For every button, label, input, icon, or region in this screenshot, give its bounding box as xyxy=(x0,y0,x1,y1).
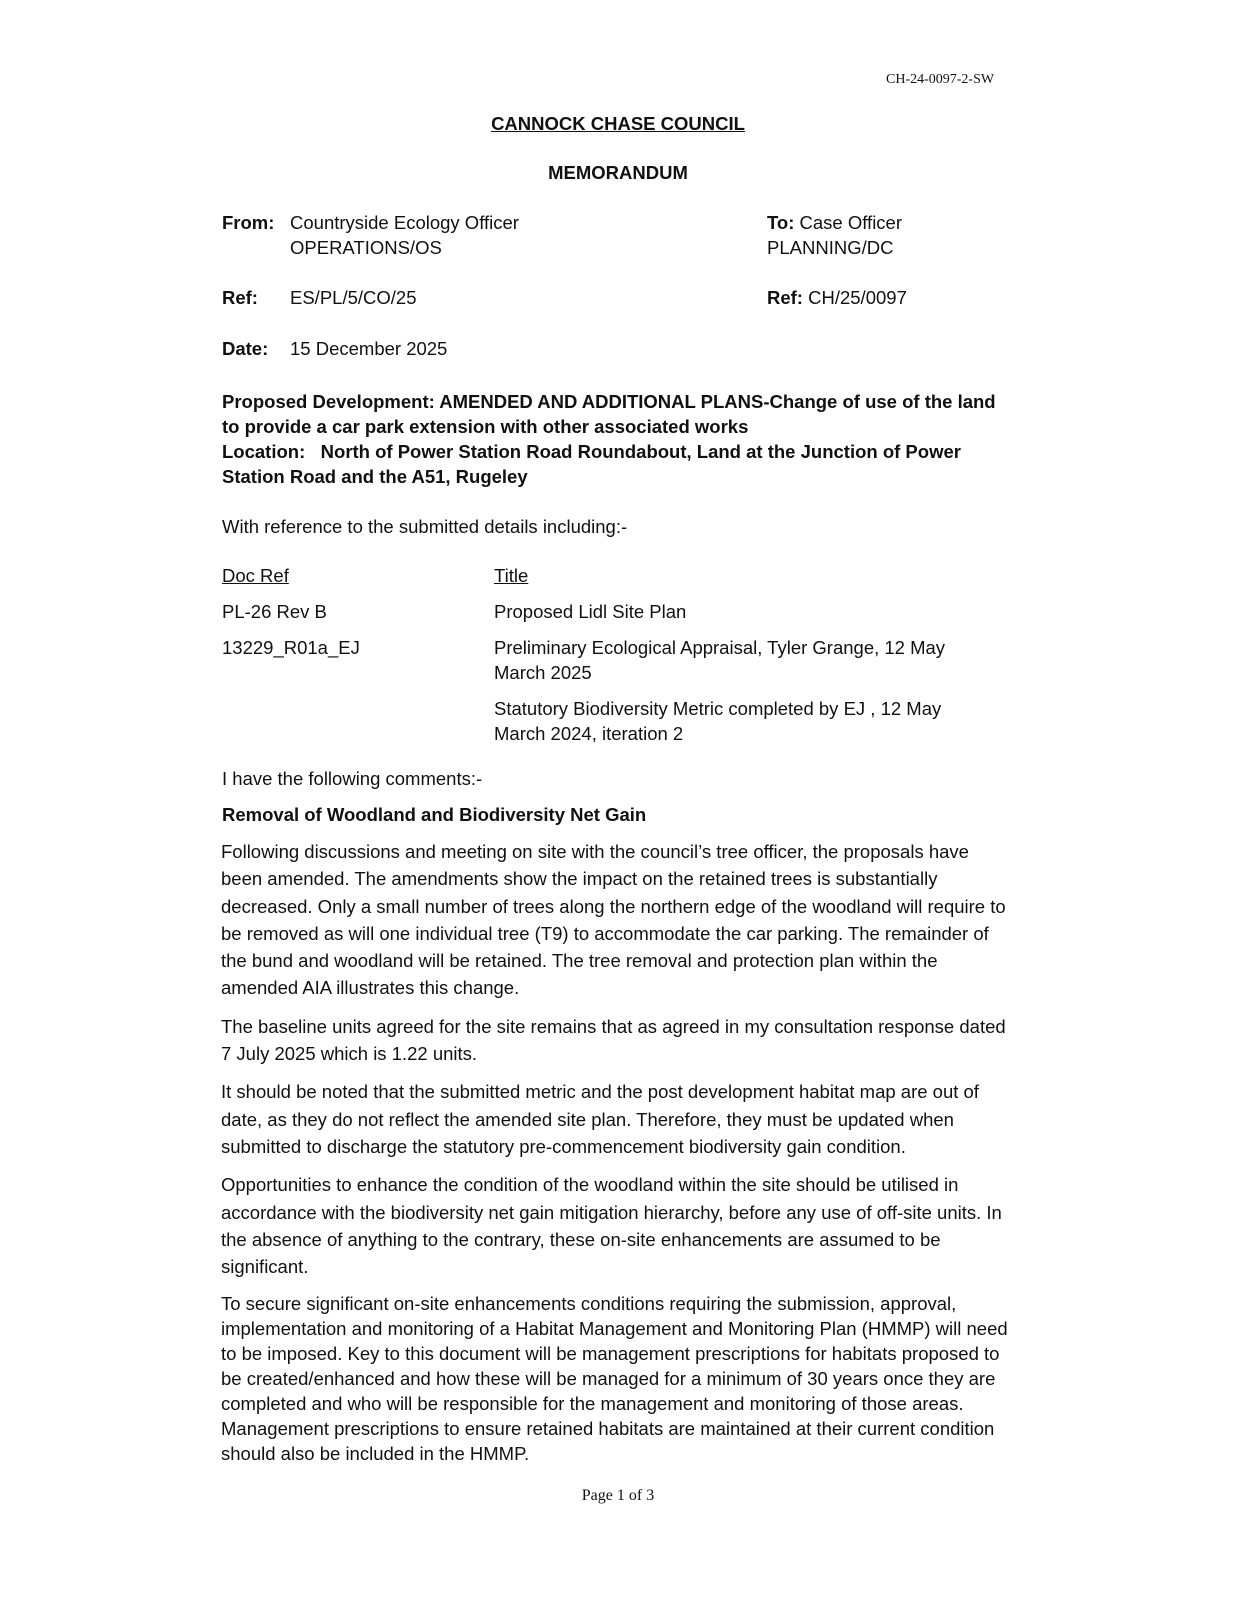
date-label: Date: xyxy=(222,338,269,359)
paragraph: The baseline units agreed for the site remains that as agreed in my consultation response dated 7 July 2025 which is 1.22 units. xyxy=(221,1015,1006,1065)
council-title: CANNOCK CHASE COUNCIL xyxy=(491,113,745,134)
ref-label: Ref: xyxy=(222,287,258,308)
comments-intro: I have the following comments:- xyxy=(222,768,483,789)
title-header: Title xyxy=(494,565,529,586)
to-line2: PLANNING/DC xyxy=(767,237,894,258)
table-row-ref: 13229_R01a_EJ xyxy=(222,637,360,658)
doc-ref-header: Doc Ref xyxy=(222,565,289,586)
to-label: To: xyxy=(767,212,795,233)
to-field xyxy=(767,210,902,235)
date-value: 15 December 2025 xyxy=(290,338,448,359)
paragraph: To secure significant on-site enhancements conditions requiring the submission, approval, implementation and monitoring of a Habitat Management and Monitoring Plan (HMMP) will need to be imposed. Key to this document will be management prescriptions for habitats proposed to be created/enhanced and how these will be managed for a minimum of 30 years once they are completed and who will be responsible for the management and monitoring of those areas. Management prescriptions to ensure retained habitats are maintained at their current condition should also be included in the HMMP. xyxy=(221,1293,1008,1465)
to-ref-field xyxy=(767,285,907,310)
to-ref-value: CH/25/0097 xyxy=(802,287,907,308)
ref-value: ES/PL/5/CO/25 xyxy=(290,287,417,308)
memo-title: MEMORANDUM xyxy=(548,162,688,183)
from-line1: Countryside Ecology Officer xyxy=(290,212,519,233)
from-label: From: xyxy=(222,212,275,233)
page-number: Page 1 of 3 xyxy=(581,1487,655,1504)
table-row-title: Proposed Lidl Site Plan xyxy=(494,601,687,622)
table-row-title: Statutory Biodiversity Metric completed by EJ , 12 May March 2024, iteration 2 xyxy=(494,698,942,744)
paragraph: It should be noted that the submitted metric and the post development habitat map are out of date, as they do not reflect the amended site plan. Therefore, they must be updated when submitted to discharge the statutory pre-commencement biodiversity gain condition. xyxy=(221,1081,979,1157)
proposal-block xyxy=(222,389,1012,489)
from-line2: OPERATIONS/OS xyxy=(290,237,442,258)
section-heading: Removal of Woodland and Biodiversity Net Gain xyxy=(222,804,647,825)
intro-text: With reference to the submitted details including:- xyxy=(222,516,628,537)
document-id: CH-24-0097-2-SW xyxy=(886,72,995,87)
body-text xyxy=(221,838,1011,1477)
paragraph: Opportunities to enhance the condition of the woodland within the site should be utilised in accordance with the biodiversity net gain mitigation hierarchy, before any use of off-site units. In the absence of anything to the contrary, these on-site enhancements are assumed to be significant. xyxy=(221,1174,1002,1278)
proposed-development: Proposed Development: AMENDED AND ADDITIONAL PLANS-Change of use of the land to provide a car park extension with other associated works xyxy=(222,391,996,437)
location: Location: North of Power Station Road Roundabout, Land at the Junction of Power Station Road and the A51, Rugeley xyxy=(222,441,961,487)
table-row-ref: PL-26 Rev B xyxy=(222,601,327,622)
to-ref-label: Ref: xyxy=(767,287,803,308)
to-line1: Case Officer xyxy=(794,212,903,233)
paragraph: Following discussions and meeting on site with the council’s tree officer, the proposals have been amended. The amendments show the impact on the retained trees is substantially decreased. Only a small number of trees along the northern edge of the woodland will require to be removed as will one individual tree (T9) to accommodate the car parking. The remainder of the bund and woodland will be retained. The tree removal and protection plan within the amended AIA illustrates this change. xyxy=(221,841,1006,999)
table-row-title: Preliminary Ecological Appraisal, Tyler Grange, 12 May March 2025 xyxy=(494,637,946,683)
